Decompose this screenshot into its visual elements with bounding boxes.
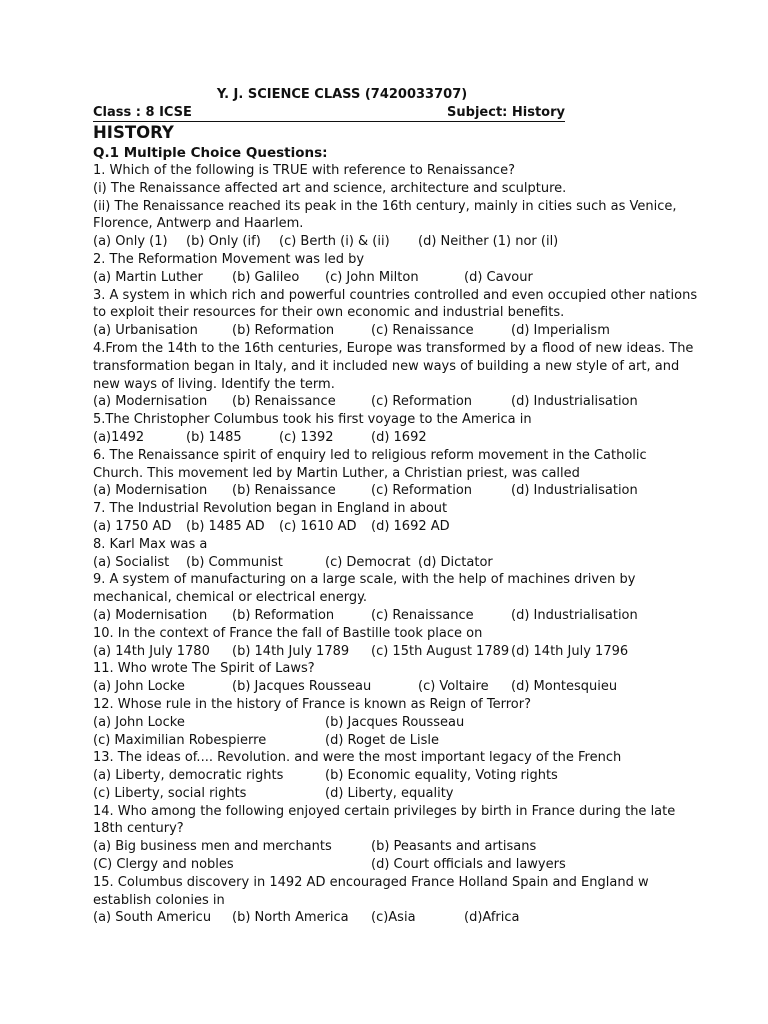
option-c: (c) Renaissance <box>371 323 474 339</box>
question-1-statement-ii: (ii) The Renaissance reached its peak in the 16th century, mainly in cities such as Venice, <box>93 198 677 214</box>
question-1-statement-ii-cont: Florence, Antwerp and Haarlem. <box>93 216 304 232</box>
question-4-options <box>93 393 693 411</box>
option-d: (d) Roget de Lisle <box>325 732 440 748</box>
option-b: (b) Galileo <box>232 269 300 285</box>
option-d: (d) 1692 <box>371 429 427 445</box>
option-d: (d) Industrialisation <box>511 607 638 623</box>
question-6-text: 6. The Renaissance spirit of enquiry led to religious reform movement in the Catholic <box>93 447 647 463</box>
question-2-text: 2. The Reformation Movement was led by <box>93 251 365 267</box>
question-14-options-row2 <box>93 856 693 874</box>
question-1-text: 1. Which of the following is TRUE with reference to Renaissance? <box>93 163 515 178</box>
option-d: (d) Industrialisation <box>511 394 638 410</box>
section-title: Q.1 Multiple Choice Questions: <box>93 145 328 161</box>
option-a: (a) South Americu <box>93 910 212 926</box>
class-label: Class : 8 ICSE <box>93 105 192 120</box>
option-d: (d) Liberty, equality <box>325 785 454 801</box>
question-7-text: 7. The Industrial Revolution began in England in about <box>93 501 448 517</box>
option-c: (c) Renaissance <box>371 607 474 623</box>
option-d: (d) Imperialism <box>511 323 610 339</box>
option-b: (b) Renaissance <box>232 483 336 499</box>
question-15-text-cont: establish colonies in <box>93 892 225 908</box>
option-b: (b) Reformation <box>232 323 335 339</box>
question-10-options <box>93 643 693 661</box>
option-d: (d) Court officials and lawyers <box>371 857 566 873</box>
question-5-options <box>93 429 693 447</box>
question-6-text-cont: Church. This movement led by Martin Luther, a Christian priest, was called <box>93 465 580 481</box>
question-3-text-cont: to exploit their resources for their own economic and industrial benefits. <box>93 305 565 321</box>
option-c: (c) Voltaire <box>418 679 489 695</box>
option-a: (a) Modernisation <box>93 394 208 410</box>
question-12-options-row1 <box>93 714 693 732</box>
option-b: (b) 1485 <box>186 429 242 445</box>
question-6-options <box>93 482 693 500</box>
option-d: (d) 14th July 1796 <box>511 643 629 659</box>
question-13-options-row2 <box>93 785 693 803</box>
question-9-options <box>93 607 693 625</box>
question-1-options <box>93 233 693 251</box>
option-d: (d) 1692 AD <box>371 518 450 534</box>
option-b: (b) Economic equality, Voting rights <box>325 768 558 784</box>
question-12-text: 12. Whose rule in the history of France is known as Reign of Terror? <box>93 696 531 712</box>
class-header-title: Y. J. SCIENCE CLASS (7420033707) <box>216 87 468 102</box>
option-c: (c) 15th August 1789 <box>371 643 510 659</box>
question-13-options-row1 <box>93 767 693 785</box>
option-a: (a) Urbanisation <box>93 323 198 339</box>
option-c: (C) Clergy and nobles <box>93 857 234 873</box>
subject-label: Subject: History <box>447 105 565 120</box>
question-13-text: 13. The ideas of.... Revolution. and were the most important legacy of the French <box>93 750 622 766</box>
question-15-text: 15. Columbus discovery in 1492 AD encouraged France Holland Spain and England w <box>93 874 649 890</box>
option-d: (d)Africa <box>464 910 520 926</box>
option-c: (c) 1392 <box>279 429 334 445</box>
option-c: (c) 1610 AD <box>279 518 357 534</box>
option-a: (a) Modernisation <box>93 607 208 623</box>
question-4-text-cont: transformation began in Italy, and it included new ways of building a new style of art, and <box>93 358 680 374</box>
option-b: (b) Peasants and artisans <box>371 839 537 855</box>
option-c: (c)Asia <box>371 910 416 926</box>
option-a: (a) 1750 AD <box>93 518 172 534</box>
option-b: (b) Reformation <box>232 607 335 623</box>
option-b: (b) Communist <box>186 554 283 570</box>
option-a: (a) Martin Luther <box>93 269 203 285</box>
option-a: (a) Liberty, democratic rights <box>93 768 284 784</box>
question-7-options <box>93 518 693 536</box>
option-d: (d) Industrialisation <box>511 483 638 499</box>
question-4-text: 4.From the 14th to the 16th centuries, Europe was transformed by a flood of new ideas. The <box>93 340 694 356</box>
option-c: (c) Maximilian Robespierre <box>93 732 267 748</box>
question-10-text: 10. In the context of France the fall of Bastille took place on <box>93 625 483 641</box>
option-b: (b) 1485 AD <box>186 518 265 534</box>
option-d: (d) Cavour <box>464 269 533 285</box>
option-b: (b) Jacques Rousseau <box>325 714 465 730</box>
question-3-options <box>93 322 693 340</box>
question-8-options <box>93 554 693 572</box>
question-14-options-row1 <box>93 838 693 856</box>
option-a: (a) Socialist <box>93 554 170 570</box>
question-12-options-row2 <box>93 732 693 750</box>
question-5-text: 5.The Christopher Columbus took his first voyage to the America in <box>93 412 532 428</box>
question-14-text: 14. Who among the following enjoyed certain privileges by birth in France during the late <box>93 803 676 819</box>
option-d: (d) Montesquieu <box>511 679 618 695</box>
option-a: (a)1492 <box>93 429 145 445</box>
question-11-options <box>93 678 693 696</box>
question-9-text-cont: mechanical, chemical or electrical energy. <box>93 590 368 606</box>
option-a: (a) Only (1) <box>93 234 168 250</box>
option-b: (b) Jacques Rousseau <box>232 679 372 695</box>
question-1-statement-i: (i) The Renaissance affected art and science, architecture and sculpture. <box>93 180 567 196</box>
question-3-text: 3. A system in which rich and powerful countries controlled and even occupied other nations <box>93 287 698 303</box>
option-b: (b) 14th July 1789 <box>232 643 350 659</box>
question-15-options <box>93 909 693 927</box>
option-c: (c) Reformation <box>371 394 473 410</box>
option-c: (c) Democrat <box>325 554 411 570</box>
question-11-text: 11. Who wrote The Spirit of Laws? <box>93 661 315 677</box>
page-title: HISTORY <box>93 123 174 142</box>
option-c: (c) Liberty, social rights <box>93 785 247 801</box>
option-a: (a) Big business men and merchants <box>93 839 332 855</box>
worksheet-page <box>93 86 698 927</box>
option-d: (d) Neither (1) nor (il) <box>418 234 559 250</box>
question-2-options <box>93 269 693 287</box>
question-8-text: 8. Karl Max was a <box>93 536 208 552</box>
option-d: (d) Dictator <box>418 554 493 570</box>
option-a: (a) 14th July 1780 <box>93 643 210 659</box>
option-a: (a) Modernisation <box>93 483 208 499</box>
option-b: (b) Renaissance <box>232 394 336 410</box>
option-a: (a) John Locke <box>93 679 185 695</box>
option-c: (c) John Milton <box>325 269 419 285</box>
question-9-text: 9. A system of manufacturing on a large scale, with the help of machines driven by <box>93 572 636 588</box>
class-subject-row <box>93 104 565 122</box>
option-a: (a) John Locke <box>93 714 185 730</box>
option-c: (c) Berth (i) & (ii) <box>279 234 390 250</box>
option-b: (b) North America <box>232 910 349 926</box>
option-b: (b) Only (if) <box>186 234 261 250</box>
question-4-text-cont2: new ways of living. Identify the term. <box>93 376 335 392</box>
question-14-text-cont: 18th century? <box>93 821 184 837</box>
option-c: (c) Reformation <box>371 483 473 499</box>
